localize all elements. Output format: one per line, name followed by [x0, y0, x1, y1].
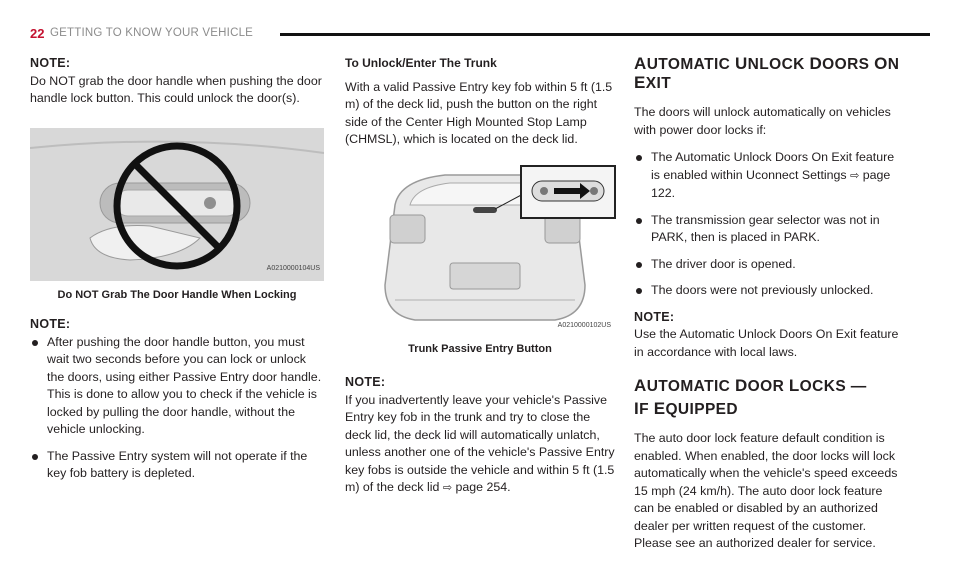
figure-caption: Trunk Passive Entry Button — [408, 342, 552, 355]
bullet-icon — [636, 288, 642, 294]
page-reference-link[interactable]: page 122. — [651, 167, 891, 200]
body-text: The auto door lock feature default condition is enabled. When enabled, the door locks will lock automatically when the vehicle's speed exceeds 15 mph (24 km/h). The auto door lock feature can be enabled or disabled by an authorized dealer per written request of the customer. Please see an authorized dealer for service. — [634, 431, 898, 550]
section-heading-auto-door-locks: AUTOMATIC DOOR LOCKS — — [634, 376, 867, 395]
door-handle-figure — [30, 128, 324, 305]
figure-caption: Do NOT Grab The Door Handle When Locking — [57, 288, 297, 301]
header-rule — [280, 33, 930, 36]
column-left — [30, 55, 324, 492]
subheading: To Unlock/Enter The Trunk — [345, 56, 497, 70]
note-label: NOTE: — [345, 375, 386, 389]
figure-code: A0210000104US — [266, 265, 320, 272]
door-handle-image — [30, 128, 324, 281]
bullet-text: The Automatic Unlock Doors On Exit feature is enabled within Uconnect Settings — [651, 150, 895, 182]
list-item — [634, 149, 904, 203]
note-text: Do NOT grab the door handle when pushing the door handle lock button. This could unlock the door(s). — [30, 73, 322, 105]
bullet-text: The doors were not previously unlocked. — [651, 283, 874, 297]
page-reference-arrow-icon: ⇨ — [442, 482, 453, 494]
note-text: Use the Automatic Unlock Doors On Exit feature in accordance with local laws. — [634, 327, 899, 359]
trunk-button-closeup-icon — [522, 167, 614, 217]
note-label: NOTE: — [634, 309, 675, 324]
intro-text: The doors will unlock automatically on vehicles with power door locks if: — [634, 105, 891, 137]
bullet-text: The driver door is opened. — [651, 256, 796, 271]
bullet-icon — [636, 262, 642, 268]
bullet-text: The Passive Entry system will not operate if the key fob battery is depleted. — [47, 448, 308, 480]
body-text: With a valid Passive Entry key fob within 5 ft (1.5 m) of the deck lid, push the button on the right side of the Center High Mounted Stop Lamp (CHMSL), which is located on the deck lid. — [345, 79, 613, 146]
list-item — [634, 256, 904, 274]
note-label-2: NOTE: — [30, 317, 71, 331]
section-title: GETTING TO KNOW YOUR VEHICLE — [50, 27, 254, 39]
section-heading-automatic-unlock: AUTOMATIC UNLOCK DOORS ON EXIT — [634, 54, 900, 92]
bullet-icon — [636, 218, 642, 224]
trunk-image — [355, 165, 615, 335]
figure-code: A0210000102US — [557, 322, 611, 329]
bullet-text: The transmission gear selector was not in PARK, then is placed in PARK. — [651, 212, 880, 244]
trunk-figure — [345, 165, 615, 359]
page-reference-arrow-icon: ⇨ — [850, 169, 860, 182]
list-item — [30, 448, 324, 483]
bullet-text: After pushing the door handle button, you must wait two seconds before you can lock or unlock the doors, using either Passive Entry door handle. This is done to allow you to check if the vehicle is locked by pulling the door handle, without the vehicle unlocking. — [47, 334, 322, 436]
button-callout — [520, 165, 616, 219]
list-item — [634, 212, 904, 247]
note-text-main: If you inadvertently leave your vehicle's Passive Entry key fob in the trunk and try to close the deck lid, the deck lid will automatically unlatch, unless another one of the vehicle's Passive Entry key fobs is outside the vehicle and within 5 ft (1.5 m) of the deck lid — [345, 392, 615, 494]
door-handle-illustration — [30, 128, 324, 281]
page-reference-link[interactable]: page 254. — [455, 480, 511, 494]
bullet-icon — [32, 340, 38, 346]
note-text — [345, 392, 615, 498]
column-middle — [345, 55, 615, 498]
condition-list — [634, 149, 904, 300]
note-label: NOTE: — [30, 56, 71, 70]
bullet-icon — [32, 454, 38, 460]
page-header — [30, 26, 930, 42]
section-heading-if-equipped: IF EQUIPPED — [634, 398, 739, 418]
column-right — [634, 55, 904, 553]
note-bullet-list — [30, 334, 324, 483]
list-item — [634, 282, 904, 300]
bullet-icon — [636, 155, 642, 161]
list-item — [30, 334, 324, 439]
page-number: 22 — [30, 26, 45, 41]
